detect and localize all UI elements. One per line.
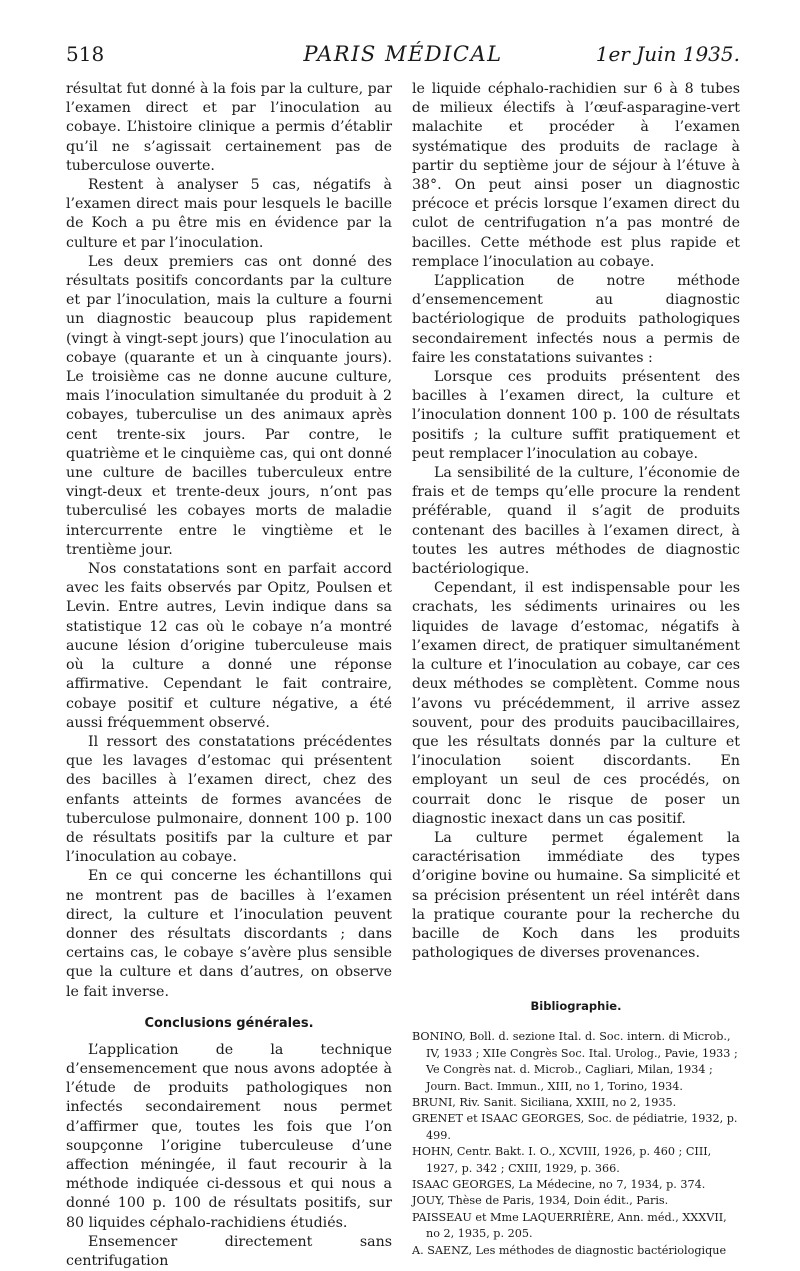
- paragraph: le liquide céphalo-rachidien sur 6 à 8 tubes de milieux électifs à l’œuf-asparagine-vert malachite et procéder à l’examen systématique des produits de raclage à partir du septième jour de séjour à l’étuve à 38°. On peut ainsi poser un diagnostic précoce et précis lorsque l’examen direct du culot de centrifugation n’a pas montré de bacilles. Cette méthode est plus rapide et remplace l’inoculation au cobaye.: [412, 81, 740, 270]
- paragraph: L’application de la technique d’ensemencement que nous avons adoptée à l’étude de produits pathologiques non infectés secondairement nous permet d’affirmer que, toutes les fois que l’on soupçonne l’origine tuberculeuse d’une affection méningée, il faut recourir à la méthode indiquée ci-dessous et qui nous a donné 100 p. 100 de résultats positifs, sur 80 liquides céphalo-rachidiens étudiés.: [66, 1041, 392, 1231]
- paragraph: Cependant, il est indispensable pour les crachats, les sédiments urinaires ou les liquides de lavage d’estomac, négatifs à l’examen direct, de pratiquer simultanément la culture et l’inoculation au cobaye, car ces deux méthodes se complètent. Comme nous l’avons vu précédemment, il arrive assez souvent, pour des produits paucibacillaires, que les résultats donnés par la culture et l’inoculation soient discordants. En employant un seul de ces procédés, on courrait donc le risque de poser un diagnostic inexact dans un cas positif.: [412, 580, 740, 827]
- paragraph: La culture permet également la caractérisation immédiate des types d’origine bovine ou humaine. Sa simplicité et sa précision présentent un réel intérêt dans la pratique courante pour la recherche du bacille de Koch dans les produits pathologiques de diverses provenances.: [412, 829, 740, 962]
- bibliography-entry: ISAAC GEORGES, La Médecine, no 7, 1934, p. 374.: [412, 1178, 706, 1191]
- page-number: 518: [66, 42, 105, 66]
- paragraph: Les deux premiers cas ont donné des résultats positifs concordants par la culture et par l’inoculation, mais la culture a fourni un diagnostic beaucoup plus rapidement (vingt à vingt-sept jours) que l’inoculation au cobaye (quarante et un à cinquante jours). Le troisième cas ne donne aucune culture, mais l’inoculation simultanée du produit à 2 cobayes, tuberculise un des animaux après cent trente-six jours. Par contre, le quatrième et le cinquième cas, qui ont donné une culture de bacilles tuberculeux entre vingt-deux et trente-deux jours, n’ont pas tuberculisé les cobayes morts de maladie intercurrente entre le vingtième et le trentième jour.: [66, 253, 392, 558]
- bibliography-title: Bibliographie.: [530, 999, 622, 1014]
- page-header: [66, 40, 740, 74]
- paragraph: Lorsque ces produits présentent des bacilles à l’examen direct, la culture et l’inoculation donnent 100 p. 100 de résultats positifs ; la culture suffit pratiquement et peut remplacer l’inoculation au cobaye.: [412, 369, 740, 462]
- bibliography-entry: A. SAENZ, Les méthodes de diagnostic bactériologique: [412, 1243, 727, 1257]
- section-title: Conclusions générales.: [144, 1015, 314, 1031]
- paragraph: Nos constatations sont en parfait accord avec les faits observés par Opitz, Poulsen et Levin. Entre autres, Levin indique dans sa statistique 12 cas où le cobaye n’a montré aucune lésion d’origine tuberculeuse mais où la culture a donné une réponse affirmative. Cependant le fait contraire, cobaye positif et culture négative, a été aussi fréquemment observé.: [66, 561, 392, 731]
- paragraph: La sensibilité de la culture, l’économie de frais et de temps qu’elle procure la rendent préférable, quand il s’agit de produits contenant des bacilles à l’examen direct, à toutes les autres méthodes de diagnostic bactériologique.: [412, 465, 740, 578]
- right-column: [412, 80, 740, 1259]
- bibliography-entry: PAISSEAU et Mme LAQUERRIÈRE, Ann. méd., XXXVII, no 2, 1935, p. 205.: [412, 1210, 727, 1241]
- bibliography-entry: BONINO, Boll. d. sezione Ital. d. Soc. intern. di Microb., IV, 1933 ; XIIe Congrès Soc. Ital. Urolog., Pavie, 1933 ; Ve Congrès nat. d. Microb., Cagliari, Milan, 1934 ; Journ. Bact. Immun., XIII, no 1, Torino, 1934.: [412, 1030, 738, 1093]
- paragraph: Il ressort des constatations précédentes que les lavages d’estomac qui présentent des bacilles à l’examen direct, chez des enfants atteints de formes avancées de tuberculose pulmonaire, donnent 100 p. 100 de résultats positifs par la culture et par l’inoculation au cobaye.: [66, 733, 392, 866]
- bibliography-list: [412, 1029, 740, 1259]
- journal-title: PARIS MÉDICAL: [303, 42, 503, 66]
- bibliography-entry: HOHN, Centr. Bakt. I. O., XCVIII, 1926, p. 460 ; CIII, 1927, p. 342 ; CXIII, 1929, p. 366.: [412, 1145, 712, 1175]
- paragraph: En ce qui concerne les échantillons qui ne montrent pas de bacilles à l’examen direct, la culture et l’inoculation peuvent donner des résultats discordants ; dans certains cas, le cobaye s’avère plus sensible que la culture et dans d’autres, on observe le fait inverse.: [66, 868, 392, 1000]
- bibliography-entry: BRUNI, Riv. Sanit. Siciliana, XXIII, no 2, 1935.: [412, 1095, 677, 1109]
- paragraph: Ensemencer directement sans centrifugation: [66, 1233, 392, 1269]
- bibliography-entry: JOUY, Thèse de Paris, 1934, Doin édit., Paris.: [412, 1194, 669, 1208]
- left-column: [66, 80, 392, 1271]
- paragraph: résultat fut donné à la fois par la culture, par l’examen direct et par l’inoculation au cobaye. L’histoire clinique a permis d’établir qu’il ne s’agissait certainement pas de tuberculose ouverte.: [66, 81, 392, 174]
- paragraph: Restent à analyser 5 cas, négatifs à l’examen direct mais pour lesquels le bacille de Koch a pu être mis en évidence par la culture et par l’inoculation.: [66, 177, 392, 251]
- bibliography-entry: GRENET et ISAAC GEORGES, Soc. de pédiatrie, 1932, p. 499.: [412, 1112, 738, 1142]
- paragraph: L’application de notre méthode d’ensemencement au diagnostic bactériologique de produits pathologiques secondairement infectés nous a permis de faire les constatations suivantes :: [412, 273, 740, 366]
- issue-date: 1er Juin 1935.: [595, 42, 740, 66]
